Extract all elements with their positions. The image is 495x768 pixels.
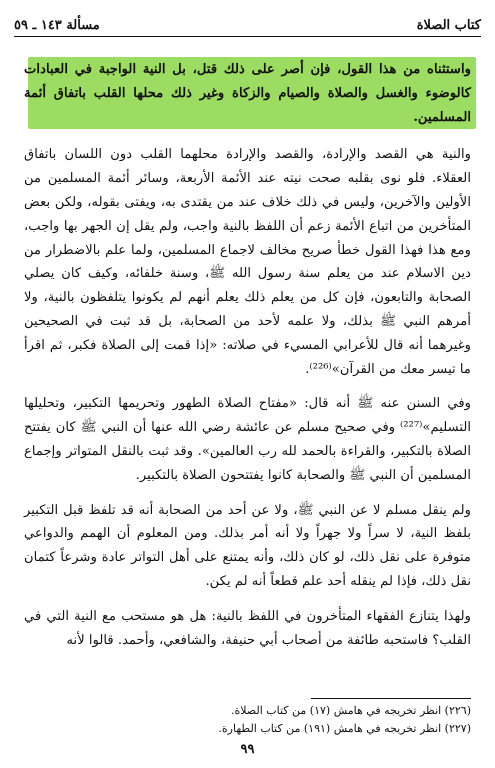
issue-number: مسألة ١٤٣ ـ ٥٩ [14,18,100,33]
footnotes [24,702,471,738]
paragraph: والنية هي القصد والإرادة، والقصد والإرادة محلهما القلب دون اللسان باتفاق العقلاء. فلو نوى بقلبه صحت نيته عند الأئمة الأربعة، وسائر أئمة المسلمين من الأولين والآخرين، وليس في ذلك خلاف عند من يقتدى به، ويفتى بقوله، ولكن بعض المتأخرين من اتباع الأئمة زعم أن اللفظ بالنية واجب، ولم يقل إن الجهر بها واجب، ومع هذا فهذا القول خطأ صريح مخالف لاجماع المسلمين، ولما علم بالاضطرار من دين الاسلام عند من يعلم سنة رسول الله ﷺ، وسنة خلفائه، وكيف كان يصلي الصحابة والتابعون، فإن كل من يعلم ذلك يعلم أنهم لم يكونوا يتلفظون بالنية، ولا أمرهم النبي ﷺ بذلك، ولا علمه لأحد من الصحابة، بل قد ثبت في الصحيحين وغيرهما أنه قال للأعرابي المسيء في صلاته: «إذا قمت إلى الصلاة فكبر، ثم اقرأ ما تيسر معك من القرآن»⁽²²⁶⁾. [24,147,471,377]
footnote: (٢٢٧) انظر تخريجه في هامش (١٩١) من كتاب الطهارة. [218,722,471,735]
footnote: (٢٢٦) انظر تخريجه في هامش (١٧) من كتاب الصلاة. [230,704,471,717]
page-header [14,14,481,34]
page-number: ٩٩ [240,742,255,757]
paragraph: وفي السنن عنه ﷺ أنه قال: «مفتاح الصلاة الطهور وتحريمها التكبير، وتحليلها التسليم»⁽²²⁷⁾ وفي صحيح مسلم عن عائشة رضي الله عنها أن النبي ﷺ كان يفتتح الصلاة بالتكبير، والقراءة بالحمد لله رب العالمين». وقد ثبت بالنقل المتواتر وإجماع المسلمين أن النبي ﷺ والصحابة كانوا يفتتحون الصلاة بالتكبير. [24,396,471,483]
paragraph: ولم ينقل مسلم لا عن النبي ﷺ، ولا عن أحد من الصحابة أنه قد تلفظ قبل التكبير بلفظ النية، لا سراً ولا جهراً ولا أنه أمر بذلك. ومن المعلوم أن الهمم والدواعي متوفرة على نقل ذلك، لو كان ذلك، وأنه يمتنع على أهل التواتر عادة وشرعاً كتمان نقل ذلك، فإذا لم ينقله أحد علم قطعاً أنه لم يكن. [24,502,471,589]
header-divider [14,36,481,37]
main-text [24,58,471,663]
paragraph: ولهذا يتنازع الفقهاء المتأخرون في اللفظ بالنية: هل هو مستحب مع النية التي في القلب؟ فاستحبه طائفة من أصحاب أبي حنيفة، والشافعي، وأحمد. قالوا لأنه [24,608,471,648]
highlighted-paragraph: واستثناه من هذا القول، فإن أصر على ذلك قتل، بل النية الواجبة في العبادات كالوضوء والغسل والصلاة والصيام والزكاة وغير ذلك محلها القلب باتفاق أئمة المسلمين. [24,62,471,125]
footnote-divider [311,698,471,699]
chapter-title: كتاب الصلاة [416,18,481,33]
